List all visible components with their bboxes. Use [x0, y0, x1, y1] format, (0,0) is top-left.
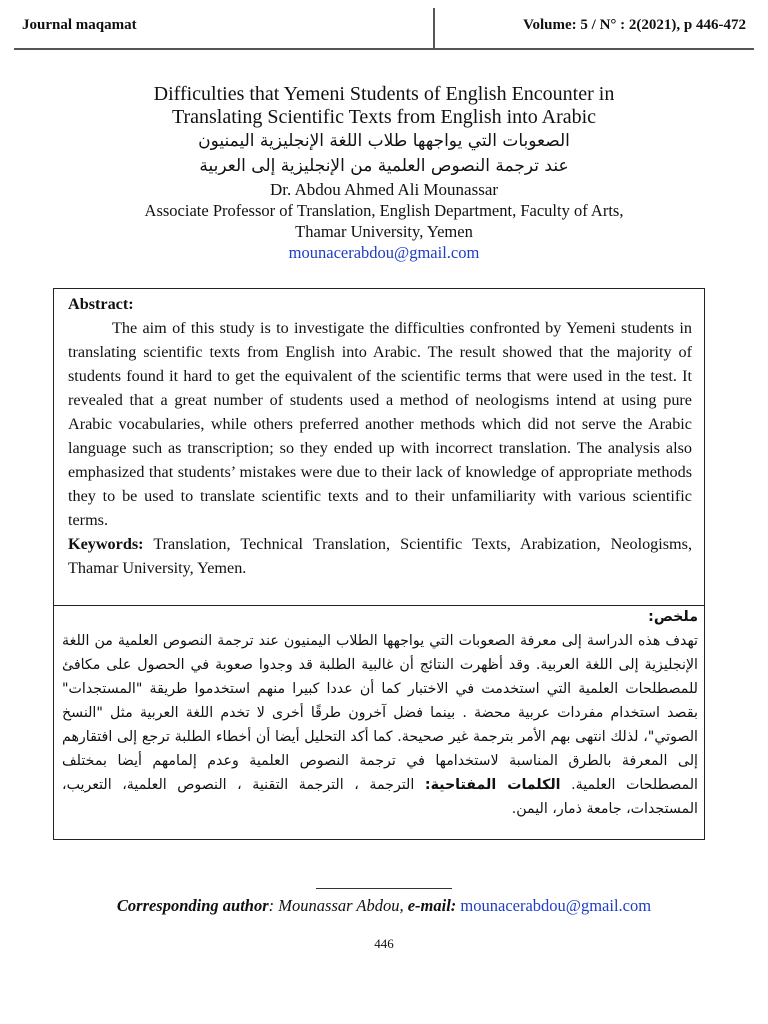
title-block — [0, 83, 768, 263]
abstract-text — [68, 292, 692, 580]
header-divider — [433, 8, 435, 50]
abstract-box — [53, 288, 705, 606]
email-label: e-mail: — [407, 896, 457, 915]
footnote-rule — [316, 888, 452, 889]
keywords-list: Translation, Technical Translation, Scientific Texts, Arabization, Neologisms, Thamar University, Yemen. — [68, 535, 692, 577]
affiliation-line2: Thamar University, Yemen — [295, 222, 473, 241]
title-ar-line2: عند ترجمة النصوص العلمية من الإنجليزية إلى العربية — [199, 156, 569, 176]
volume-info: Volume: 5 / N° : 2(2021), p 446-472 — [523, 17, 746, 33]
arabic-abstract-box — [53, 603, 705, 840]
arabic-abstract-heading: ملخص: — [648, 609, 698, 625]
journal-name: Journal maqamat — [22, 17, 137, 33]
arabic-keywords-list: الترجمة ، الترجمة التقنية ، النصوص العلمية، التعريب، المستجدات، جامعة ذمار، اليمن. — [62, 777, 698, 817]
arabic-abstract-text — [62, 605, 698, 821]
arabic-keywords-label: الكلمات المفتاحية: — [424, 777, 561, 793]
title-ar-line1: الصعوبات التي يواجهها طلاب اللغة الإنجليزية اليمنيون — [198, 131, 570, 151]
page-number: 446 — [374, 936, 394, 951]
affiliation-line1: Associate Professor of Translation, English Department, Faculty of Arts, — [144, 201, 624, 220]
author-name: Dr. Abdou Ahmed Ali Mounassar — [269, 180, 499, 199]
footnote-email-link[interactable]: mounacerabdou@gmail.com — [460, 896, 652, 915]
corresponding-author-note — [0, 896, 768, 916]
title-en-line2: Translating Scientific Texts from English into Arabic — [171, 106, 597, 128]
corresponding-author-label: Corresponding author — [116, 896, 269, 915]
abstract-body: The aim of this study is to investigate the difficulties confronted by Yemeni students in translating scientific texts from English into Arabic. The result showed that the majority of students found it hard to get the equivalent of the scientific terms that were used in the test. It revealed that a great number of students used a method of neologisms intend at using pure Arabic vocabularies, while others preferred another methods which did not serve the Arabic language such as transcription; so they ended up with incorrect translation. The analysis also emphasized that students’ mistakes were due to their lack of knowledge of appropriate methods they to be used to translate scientific texts and to their unfamiliarity with various scientific terms. — [68, 319, 692, 529]
title-en-line1: Difficulties that Yemeni Students of English Encounter in — [153, 83, 615, 105]
author-email-link[interactable]: mounacerabdou@gmail.com — [288, 243, 480, 262]
keywords-label: Keywords: — [68, 535, 144, 553]
running-header — [14, 8, 754, 50]
arabic-abstract-body: تهدف هذه الدراسة إلى معرفة الصعوبات التي يواجهها الطلاب اليمنيون عند ترجمة النصوص العلمية من اللغة الإنجليزية إلى اللغة العربية. وقد أظهرت النتائج أن غالبية الطلبة قد وجدوا صعوبة في الحصول على مكافئ للمصطلحات العلمية التي استخدمت في الاختبار كما أن عددا كبيرا منهم استخدموا طريقة "المستجدات" بقصد استخدام مفردات عربية محضة . بينما فضل آخرون طرقًا أخرى لا تخدم اللغة العربية مثل "النسخ الصوتي"، لذلك انتهى بهم الأمر بترجمة غير صحيحة. كما أكد التحليل أيضا أن أخطاء الطلبة ترجع إلى افتقارهم إلى المعرفة بالطرق المناسبة لاستخدامها في ترجمة النصوص العلمية وعدم إلمامهم أيضا بمختلف المصطلحات العلمية. — [62, 633, 698, 793]
corresponding-author-name: : Mounassar Abdou, — [268, 896, 408, 915]
abstract-heading: Abstract: — [68, 295, 134, 313]
